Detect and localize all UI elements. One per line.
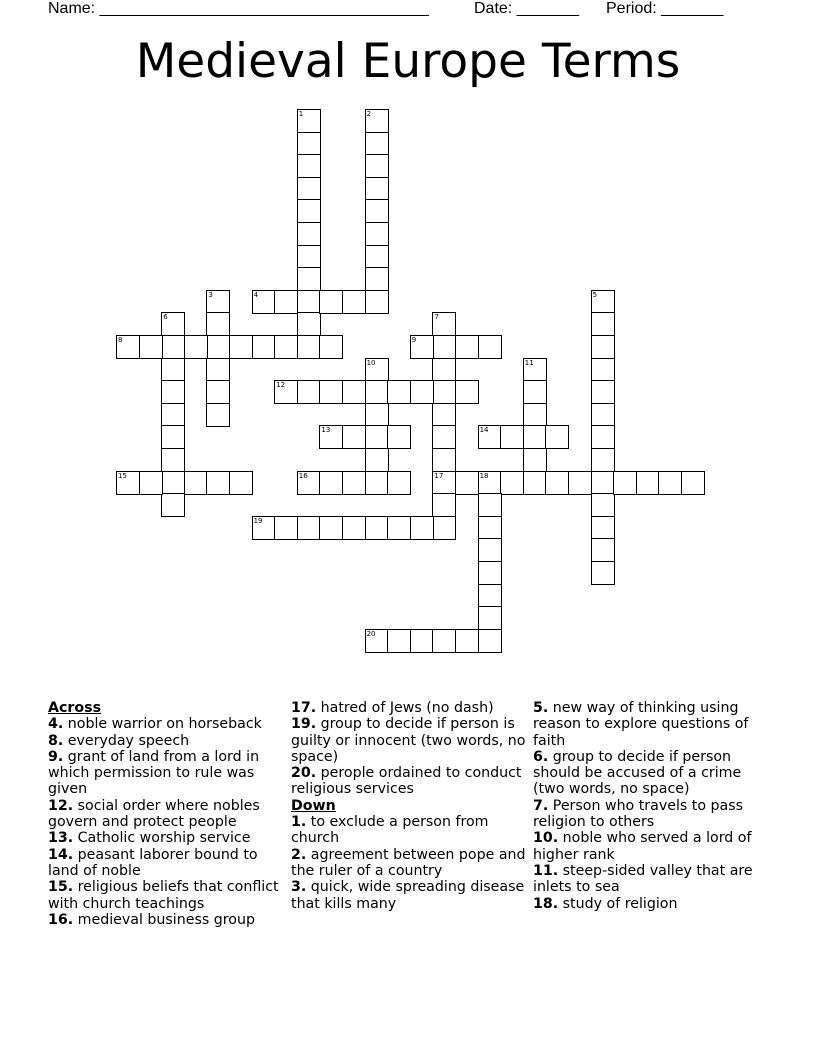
crossword-cell[interactable]: [387, 629, 411, 653]
crossword-cell[interactable]: [432, 335, 456, 359]
clue-section-heading: Across: [48, 700, 102, 716]
crossword-cell[interactable]: [274, 335, 298, 359]
clue-number: 13: [321, 426, 331, 435]
crossword-cell[interactable]: [591, 471, 615, 495]
crossword-cell[interactable]: [500, 425, 524, 449]
crossword-cell[interactable]: [500, 471, 524, 495]
crossword-cell[interactable]: [319, 471, 343, 495]
crossword-cell[interactable]: [478, 538, 502, 562]
crossword-cell[interactable]: [432, 403, 456, 427]
crossword-cell[interactable]: [591, 425, 615, 449]
crossword-cell[interactable]: [116, 335, 140, 359]
clue-number: 15: [118, 471, 127, 480]
crossword-cell[interactable]: [478, 629, 502, 653]
crossword-cell[interactable]: [410, 516, 434, 540]
crossword-cell[interactable]: [613, 471, 637, 495]
crossword-cell[interactable]: [591, 493, 615, 517]
clue-item: [291, 765, 527, 798]
clue-number: 11: [524, 358, 534, 367]
crossword-cell[interactable]: [252, 516, 276, 540]
clue-text: medieval business group: [73, 911, 255, 928]
clue-text: agreement between pope and the ruler of a country: [291, 846, 526, 879]
crossword-cell[interactable]: [387, 516, 411, 540]
crossword-cell[interactable]: [297, 516, 321, 540]
clue-number: 8: [118, 336, 123, 344]
crossword-cell[interactable]: [319, 425, 343, 449]
crossword-cell[interactable]: [365, 471, 389, 495]
clue-number-label: 14.: [48, 846, 74, 863]
crossword-cell[interactable]: [342, 380, 366, 404]
clue-number-label: 8.: [48, 732, 64, 749]
clue-text: group to decide if person should be accused of a crime (two words, no space): [533, 748, 742, 798]
crossword-cell[interactable]: [161, 471, 185, 495]
crossword-cell[interactable]: [365, 132, 389, 156]
crossword-cell[interactable]: [206, 290, 230, 314]
crossword-cell[interactable]: [545, 471, 569, 495]
clue-number: 2: [366, 110, 372, 118]
crossword-cell[interactable]: [229, 471, 253, 495]
period-field[interactable]: Period: _______: [606, 0, 724, 17]
crossword-cell[interactable]: [365, 448, 389, 472]
clue-text: perople ordained to conduct religious services: [291, 765, 522, 798]
crossword-cell[interactable]: [523, 425, 547, 449]
clue-number: 19: [253, 516, 263, 525]
crossword-cell[interactable]: [387, 380, 411, 404]
crossword-cell[interactable]: [206, 403, 230, 427]
crossword-cell[interactable]: [297, 154, 321, 178]
crossword-cell[interactable]: [478, 493, 502, 517]
clue-text: to exclude a person from church: [291, 814, 489, 847]
crossword-cell[interactable]: [274, 380, 298, 404]
crossword-cell[interactable]: [455, 380, 479, 404]
crossword-cell[interactable]: [523, 471, 547, 495]
crossword-cell[interactable]: [432, 471, 456, 495]
clue-item: [48, 830, 284, 846]
crossword-cell[interactable]: [297, 245, 321, 269]
clue-item: [533, 749, 769, 798]
crossword-cell[interactable]: [342, 425, 366, 449]
clue-text: everyday speech: [63, 732, 190, 749]
crossword-cell[interactable]: [523, 380, 547, 404]
clue-number-label: 13.: [48, 830, 74, 847]
clue-number: 20: [366, 629, 376, 638]
crossword-cell[interactable]: [432, 629, 456, 653]
clue-text: peasant laborer bound to land of noble: [48, 846, 258, 879]
crossword-cell[interactable]: [365, 177, 389, 201]
crossword-cell[interactable]: [139, 335, 163, 359]
clue-item: [533, 830, 769, 863]
crossword-cell[interactable]: [319, 290, 343, 314]
clue-text: steep-sided valley that are inlets to sea: [533, 862, 753, 896]
crossword-cell[interactable]: [297, 335, 321, 359]
crossword-cell[interactable]: [455, 335, 479, 359]
clue-text: grant of land from a lord in which permission to rule was given: [48, 748, 260, 798]
clue-number-label: 1.: [291, 814, 307, 831]
clues-column-2: [291, 700, 527, 912]
crossword-cell[interactable]: [297, 267, 321, 291]
clue-number: 16: [298, 471, 308, 480]
crossword-cell[interactable]: [161, 312, 185, 336]
crossword-cell[interactable]: [523, 403, 547, 427]
crossword-cell[interactable]: [161, 358, 185, 382]
clue-text: noble warrior on horseback: [63, 716, 262, 733]
crossword-cell[interactable]: [252, 290, 276, 314]
crossword-cell[interactable]: [297, 222, 321, 246]
clue-item: [48, 912, 284, 928]
clue-text: noble who served a lord of higher rank: [533, 830, 752, 863]
clue-number: 4: [253, 290, 259, 299]
crossword-cell[interactable]: [342, 516, 366, 540]
clue-item: [291, 879, 527, 912]
clue-item: [291, 700, 527, 716]
crossword-cell[interactable]: [478, 425, 502, 449]
clue-number-label: 2.: [291, 846, 307, 863]
crossword-cell[interactable]: [342, 471, 366, 495]
clue-text: group to decide if person is guilty or innocent (two words, no space): [291, 716, 526, 765]
clue-text: religious beliefs that conflict with church teachings: [48, 879, 279, 912]
crossword-cell[interactable]: [139, 471, 163, 495]
clue-number: 10: [366, 358, 376, 367]
crossword-cell[interactable]: [161, 380, 185, 404]
clue-number-label: 19.: [291, 716, 317, 733]
clue-item: [291, 716, 527, 765]
crossword-cell[interactable]: [591, 538, 615, 562]
crossword-cell[interactable]: [591, 403, 615, 427]
crossword-cell[interactable]: [206, 380, 230, 404]
crossword-cell[interactable]: [478, 584, 502, 608]
page-title: Medieval Europe Terms: [135, 34, 681, 89]
crossword-cell[interactable]: [365, 425, 389, 449]
crossword-cell[interactable]: [184, 471, 208, 495]
crossword-cell[interactable]: [455, 471, 479, 495]
clue-item: [291, 847, 527, 880]
name-field[interactable]: Name: _____________________________________: [48, 0, 429, 17]
crossword-cell[interactable]: [229, 335, 253, 359]
clue-text: social order where nobles govern and protect people: [48, 797, 260, 831]
clue-item: [533, 896, 769, 912]
clue-number-label: 10.: [533, 830, 559, 847]
clues-column-1: [48, 700, 284, 928]
clue-text: new way of thinking using reason to explore questions of faith: [533, 700, 749, 749]
clue-number-label: 18.: [533, 895, 559, 912]
crossword-cell[interactable]: [432, 516, 456, 540]
crossword-cell[interactable]: [478, 561, 502, 585]
clue-item: [533, 863, 769, 896]
clue-item: [533, 798, 769, 831]
clue-number: 14: [479, 426, 489, 435]
crossword-cell[interactable]: [297, 380, 321, 404]
clue-number: 9: [411, 336, 417, 344]
crossword-cell[interactable]: [206, 335, 230, 359]
crossword-cell[interactable]: [681, 471, 705, 495]
clue-number: 1: [298, 110, 304, 118]
crossword-cell[interactable]: [410, 629, 434, 653]
crossword-cell[interactable]: [297, 471, 321, 495]
crossword-cell[interactable]: [478, 335, 502, 359]
crossword-cell[interactable]: [297, 109, 321, 133]
clue-number: 6: [163, 313, 168, 322]
crossword-cell[interactable]: [591, 380, 615, 404]
clue-item: [48, 733, 284, 749]
clue-number-label: 11.: [533, 862, 559, 879]
crossword-cell[interactable]: [568, 471, 592, 495]
crossword-cell[interactable]: [206, 358, 230, 382]
crossword-cell[interactable]: [206, 471, 230, 495]
crossword-cell[interactable]: [365, 199, 389, 223]
crossword-cell[interactable]: [365, 290, 389, 314]
crossword-cell[interactable]: [161, 493, 185, 517]
clue-number-label: 3.: [291, 879, 307, 896]
crossword-cell[interactable]: [591, 561, 615, 585]
crossword-cell[interactable]: [432, 312, 456, 336]
crossword-cell[interactable]: [591, 335, 615, 359]
crossword-cell[interactable]: [365, 516, 389, 540]
clue-number: 18: [479, 471, 489, 480]
clue-item: [48, 716, 284, 732]
crossword-cell[interactable]: [365, 403, 389, 427]
crossword-cell[interactable]: [432, 493, 456, 517]
clue-number: 7: [434, 313, 439, 322]
crossword-cell[interactable]: [636, 471, 660, 495]
clue-item: [48, 798, 284, 831]
crossword-cell[interactable]: [523, 358, 547, 382]
clue-text: hatred of Jews (no dash): [316, 700, 494, 716]
crossword-cell[interactable]: [297, 199, 321, 223]
clue-item: [48, 749, 284, 798]
clue-text: Person who travels to pass religion to others: [533, 797, 744, 831]
clue-text: quick, wide spreading disease that kills many: [291, 879, 525, 912]
crossword-cell[interactable]: [297, 132, 321, 156]
clue-number: 3: [208, 290, 213, 299]
clue-item: [48, 847, 284, 880]
clue-number-label: 12.: [48, 797, 74, 814]
crossword-cell[interactable]: [545, 425, 569, 449]
crossword-cell[interactable]: [161, 448, 185, 472]
clue-number-label: 4.: [48, 716, 64, 733]
crossword-cell[interactable]: [297, 312, 321, 336]
crossword-cell[interactable]: [274, 290, 298, 314]
clue-item: [533, 700, 769, 749]
crossword-cell[interactable]: [591, 448, 615, 472]
crossword-cell[interactable]: [206, 312, 230, 336]
crossword-cell[interactable]: [455, 629, 479, 653]
crossword-cell[interactable]: [365, 154, 389, 178]
crossword-cell[interactable]: [387, 425, 411, 449]
clue-number-label: 6.: [533, 748, 549, 765]
crossword-cell[interactable]: [161, 335, 185, 359]
crossword-cell[interactable]: [184, 335, 208, 359]
crossword-cell[interactable]: [432, 425, 456, 449]
clue-number-label: 17.: [291, 700, 317, 716]
clue-item: [291, 814, 527, 847]
clue-number-label: 16.: [48, 911, 74, 928]
crossword-cell[interactable]: [116, 471, 140, 495]
crossword-cell[interactable]: [297, 177, 321, 201]
crossword-cell[interactable]: [365, 222, 389, 246]
crossword-cell[interactable]: [365, 358, 389, 382]
clue-text: study of religion: [558, 895, 678, 912]
crossword-cell[interactable]: [365, 629, 389, 653]
clue-number-label: 7.: [533, 797, 549, 814]
crossword-cell[interactable]: [161, 403, 185, 427]
crossword-cell[interactable]: [365, 109, 389, 133]
crossword-cell[interactable]: [591, 358, 615, 382]
clue-section-heading: Down: [291, 797, 336, 814]
crossword-cell[interactable]: [297, 290, 321, 314]
clue-number-label: 20.: [291, 765, 317, 782]
crossword-cell[interactable]: [365, 267, 389, 291]
crossword-cell[interactable]: [410, 335, 434, 359]
crossword-cell[interactable]: [365, 245, 389, 269]
crossword-cell[interactable]: [410, 380, 434, 404]
crossword-cell[interactable]: [432, 448, 456, 472]
clue-number: 5: [592, 290, 598, 299]
crossword-cell[interactable]: [319, 516, 343, 540]
crossword-cell[interactable]: [591, 290, 615, 314]
crossword-cell[interactable]: [365, 380, 389, 404]
crossword-cell[interactable]: [478, 516, 502, 540]
crossword-cell[interactable]: [342, 290, 366, 314]
clue-number-label: 15.: [48, 879, 74, 896]
crossword-cell[interactable]: [432, 358, 456, 382]
crossword-cell[interactable]: [319, 380, 343, 404]
crossword-cell[interactable]: [252, 335, 276, 359]
crossword-cell[interactable]: [478, 606, 502, 630]
clues-column-3: [533, 700, 769, 912]
crossword-cell[interactable]: [387, 471, 411, 495]
clue-number: 12: [276, 381, 286, 390]
crossword-cell[interactable]: [591, 516, 615, 540]
crossword-cell[interactable]: [161, 425, 185, 449]
clue-number: 17: [434, 471, 444, 480]
crossword-cell[interactable]: [591, 312, 615, 336]
crossword-cell[interactable]: [432, 380, 456, 404]
clue-item: [48, 879, 284, 912]
crossword-cell[interactable]: [274, 516, 298, 540]
crossword-cell[interactable]: [658, 471, 682, 495]
clue-number-label: 9.: [48, 748, 64, 765]
clue-text: Catholic worship service: [73, 830, 251, 847]
crossword-cell[interactable]: [478, 471, 502, 495]
clue-number-label: 5.: [533, 700, 549, 716]
crossword-cell[interactable]: [319, 335, 343, 359]
crossword-cell[interactable]: [523, 448, 547, 472]
date-field[interactable]: Date: _______: [474, 0, 579, 17]
